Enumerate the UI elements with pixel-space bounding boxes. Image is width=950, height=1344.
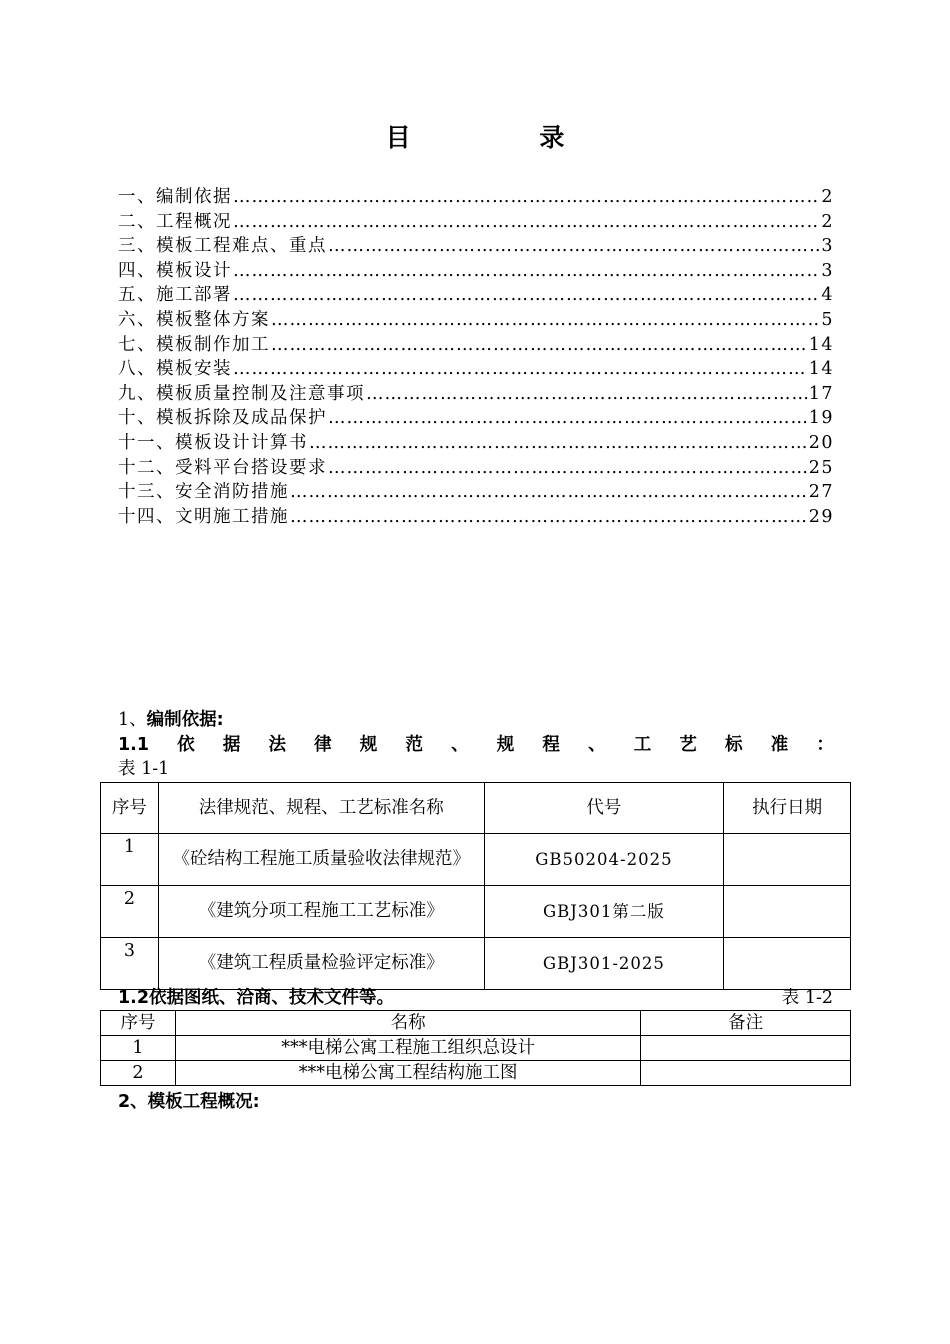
toc-entry[interactable] xyxy=(118,210,834,235)
toc-page: 25 xyxy=(808,457,834,478)
page-title: 目 录 xyxy=(385,123,625,152)
section2-heading: 2、模板工程概况: xyxy=(118,1092,260,1112)
heading-char: 、 xyxy=(451,735,469,755)
heading-char: 规 xyxy=(359,735,378,755)
row-number: 1 xyxy=(101,1036,176,1061)
standards-table xyxy=(100,782,851,990)
table-of-contents xyxy=(118,185,834,529)
toc-page: 29 xyxy=(808,506,834,527)
remark xyxy=(641,1036,851,1061)
heading-char: 依 xyxy=(177,735,195,755)
heading-char: 规 xyxy=(496,735,515,755)
toc-leader xyxy=(233,210,820,235)
row-number: 1 xyxy=(101,834,159,886)
table-row xyxy=(101,886,851,938)
row-number: 2 xyxy=(101,1061,176,1086)
section1-title: 编制依据: xyxy=(146,710,224,730)
toc-label: 十四、文明施工措施 xyxy=(118,506,289,527)
execution-date xyxy=(724,834,851,886)
toc-label: 二、工程概况 xyxy=(118,211,232,232)
header-cell: 执行日期 xyxy=(724,783,851,834)
toc-page: 4 xyxy=(821,285,834,306)
table-header-row xyxy=(101,783,851,834)
toc-page: 5 xyxy=(821,309,834,330)
row-number: 2 xyxy=(101,886,159,938)
heading-char: 范 xyxy=(405,735,423,755)
header-cell: 法律规范、规程、工艺标准名称 xyxy=(158,783,484,834)
toc-label: 六、模板整体方案 xyxy=(118,309,270,330)
heading-char: 标 xyxy=(725,735,743,755)
header-cell: 序号 xyxy=(101,783,159,834)
document-name: ***电梯公寓工程施工组织总设计 xyxy=(175,1036,640,1061)
toc-label: 一、编制依据 xyxy=(118,187,232,207)
standard-name: 《建筑工程质量检验评定标准》 xyxy=(158,938,484,990)
toc-entry[interactable] xyxy=(118,308,834,333)
toc-page: 19 xyxy=(808,408,834,429)
toc-label: 三、模板工程难点、重点 xyxy=(118,236,327,257)
toc-label: 十二、受料平台搭设要求 xyxy=(118,457,327,478)
heading-char: 、 xyxy=(588,735,606,755)
table-1-2-label: 表 1-2 xyxy=(781,988,833,1008)
toc-leader xyxy=(233,185,820,210)
execution-date xyxy=(724,938,851,990)
toc-leader xyxy=(290,480,808,505)
toc-entry[interactable] xyxy=(118,505,834,530)
standard-code: GBJ301-2025 xyxy=(484,938,724,990)
toc-label: 八、模板安装 xyxy=(118,359,232,380)
toc-page: 3 xyxy=(821,236,834,257)
toc-label: 四、模板设计 xyxy=(118,260,232,281)
toc-label: 九、模板质量控制及注意事项 xyxy=(118,383,365,404)
toc-page: 2 xyxy=(821,187,834,207)
table-row xyxy=(101,1061,851,1086)
toc-label: 十三、安全消防措施 xyxy=(118,482,289,503)
row-number: 3 xyxy=(101,938,159,990)
toc-page: 27 xyxy=(808,482,834,503)
header-cell: 代号 xyxy=(484,783,724,834)
heading-char: 律 xyxy=(314,735,332,755)
toc-entry[interactable] xyxy=(118,431,834,456)
toc-entry[interactable] xyxy=(118,357,834,382)
heading-char: 据 xyxy=(222,735,241,755)
toc-page: 17 xyxy=(808,383,834,404)
toc-label: 五、施工部署 xyxy=(118,285,232,306)
standard-name: 《砼结构工程施工质量验收法律规范》 xyxy=(158,834,484,886)
toc-leader xyxy=(290,505,808,530)
toc-label: 十一、模板设计计算书 xyxy=(118,432,308,453)
subsection-number: 1.1 xyxy=(118,735,150,755)
toc-entry[interactable] xyxy=(118,456,834,481)
toc-leader xyxy=(271,308,820,333)
standard-code: GB50204-2025 xyxy=(484,834,724,886)
table-row xyxy=(101,1036,851,1061)
heading-char: ： xyxy=(816,735,834,755)
heading-char: 准 xyxy=(770,735,789,755)
toc-label: 十、模板拆除及成品保护 xyxy=(118,408,327,429)
document-name: ***电梯公寓工程结构施工图 xyxy=(175,1061,640,1086)
toc-leader xyxy=(366,382,808,407)
toc-page: 20 xyxy=(808,432,834,453)
toc-leader xyxy=(328,406,808,431)
toc-page: 14 xyxy=(808,359,834,380)
standard-code: GBJ301第二版 xyxy=(484,886,724,938)
table-header-row xyxy=(101,1011,851,1036)
table-row xyxy=(101,834,851,886)
remark xyxy=(641,1061,851,1086)
heading-char: 艺 xyxy=(679,735,697,755)
standard-name: 《建筑分项工程施工工艺标准》 xyxy=(158,886,484,938)
header-cell: 序号 xyxy=(101,1011,176,1036)
toc-leader xyxy=(233,283,820,308)
heading-char: 程 xyxy=(542,735,560,755)
toc-entry[interactable] xyxy=(118,185,834,210)
subsection-1-1-heading xyxy=(118,733,834,757)
toc-label: 七、模板制作加工 xyxy=(118,334,270,355)
toc-entry[interactable] xyxy=(118,406,834,431)
header-cell: 名称 xyxy=(175,1011,640,1036)
toc-leader xyxy=(233,259,820,284)
toc-leader xyxy=(271,333,808,358)
toc-leader xyxy=(233,357,808,382)
subsection-1-2-heading xyxy=(118,986,833,1010)
toc-leader xyxy=(328,234,820,259)
header-cell: 备注 xyxy=(641,1011,851,1036)
toc-entry[interactable] xyxy=(118,333,834,358)
toc-entry[interactable] xyxy=(118,382,834,407)
subsection-title: 1.2依据图纸、洽商、技术文件等。 xyxy=(118,988,394,1008)
section1-number: 1、 xyxy=(118,710,147,730)
toc-entry[interactable] xyxy=(118,480,834,505)
documents-table xyxy=(100,1010,851,1086)
table-1-1-label: 表 1-1 xyxy=(118,759,170,779)
toc-entry[interactable] xyxy=(118,283,834,308)
toc-entry[interactable] xyxy=(118,234,834,259)
heading-char: 工 xyxy=(633,735,652,755)
table-row xyxy=(101,938,851,990)
heading-char: 法 xyxy=(268,735,286,755)
toc-entry[interactable] xyxy=(118,259,834,284)
section1-heading xyxy=(118,708,224,732)
toc-page: 3 xyxy=(821,260,834,281)
toc-page: 2 xyxy=(821,211,834,232)
toc-leader xyxy=(309,431,808,456)
toc-leader xyxy=(328,456,808,481)
execution-date xyxy=(724,886,851,938)
toc-page: 14 xyxy=(808,334,834,355)
